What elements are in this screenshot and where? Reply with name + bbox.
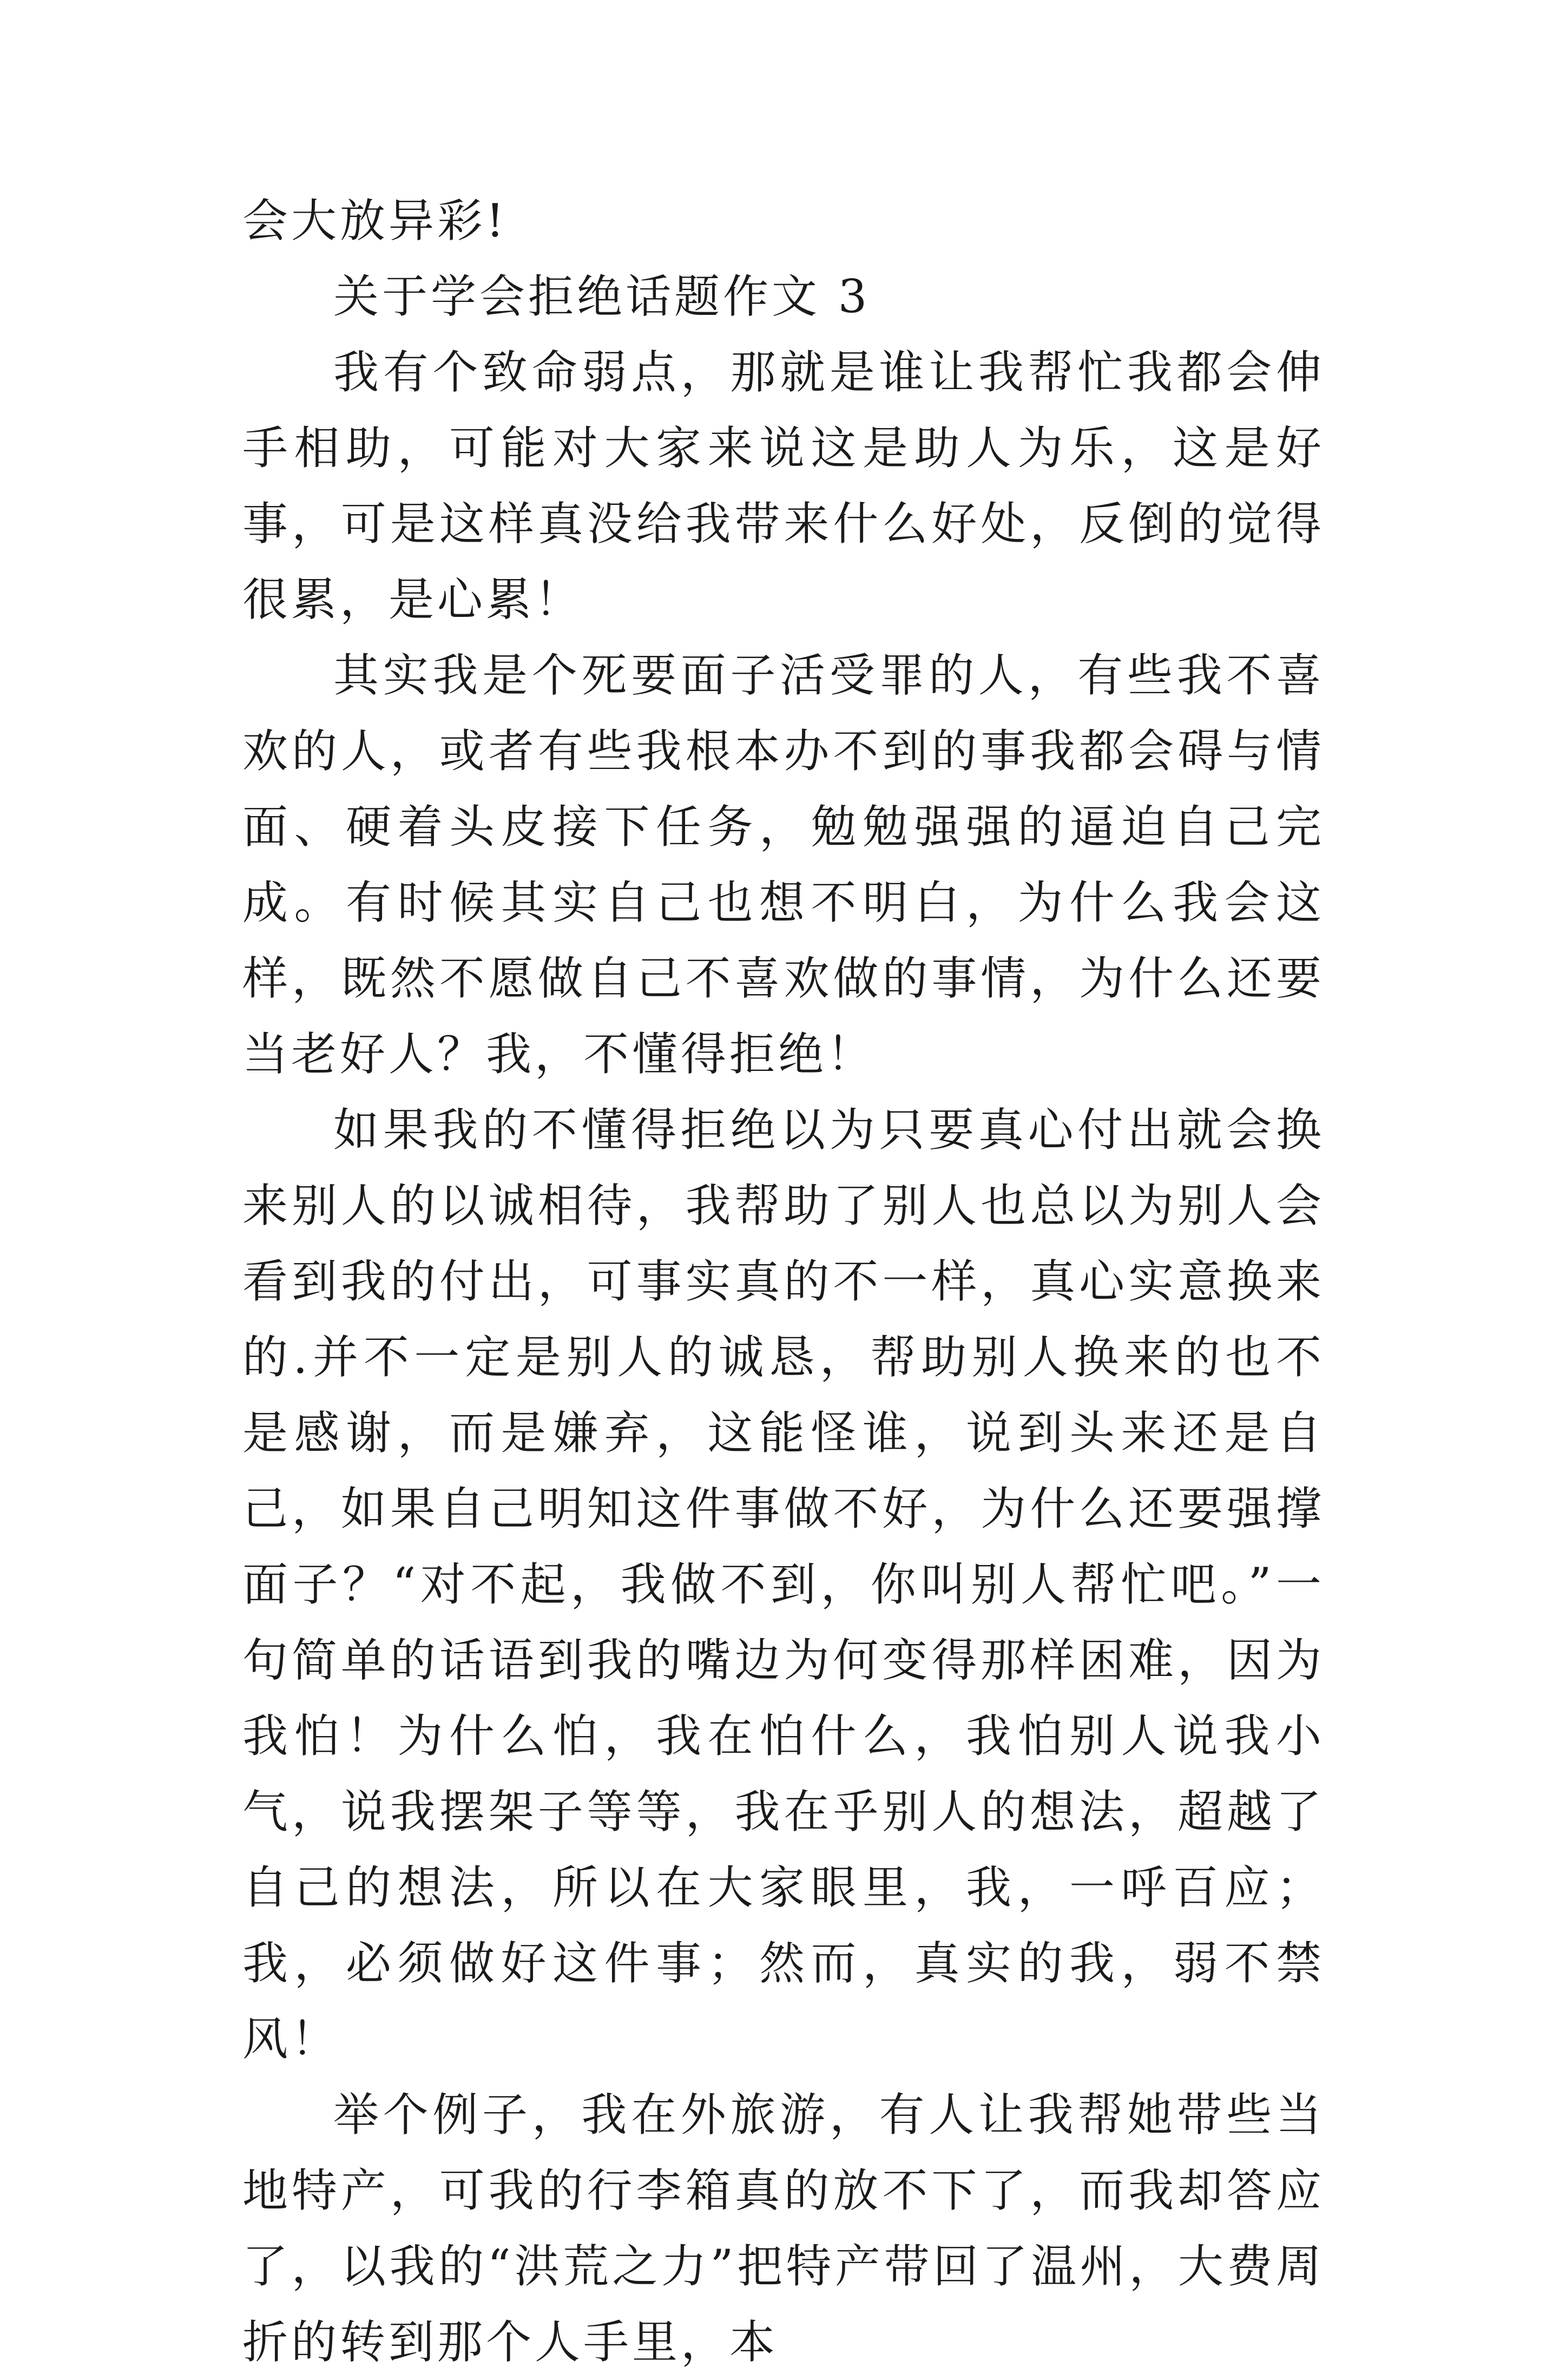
document-body bbox=[242, 183, 1325, 2380]
paragraph-continuation: 会大放异彩! bbox=[242, 194, 508, 247]
paragraph: 其实我是个死要面子活受罪的人，有些我不喜欢的人，或者有些我根本办不到的事我都会碍与情面、硬着头皮接下任务，勉勉强强的逼迫自己完成。有时候其实自己也想不明白，为什么我会这样，既然不愿做自己不喜欢做的事情，为什么还要当老好人？我，不懂得拒绝！ bbox=[242, 649, 1325, 1081]
paragraph: 如果我的不懂得拒绝以为只要真心付出就会换来别人的以诚相待，我帮助了别人也总以为别人会看到我的付出，可事实真的不一样，真心实意换来的.并不一定是别人的诚恳，帮助别人换来的也不是感谢，而是嫌弃，这能怪谁，说到头来还是自己，如果自己明知这件事做不好，为什么还要强撑面子？“对不起，我做不到，你叫别人帮忙吧。”一句简单的话语到我的嘴边为何变得那样困难，因为我怕！为什么怕，我在怕什么，我怕别人说我小气，说我摆架子等等，我在乎别人的想法，超越了自己的想法，所以在大家眼里，我，一呼百应；我，必须做好这件事；然而，真实的我，弱不禁风！ bbox=[242, 1103, 1325, 2066]
paragraph: 举个例子，我在外旅游，有人让我帮她带些当地特产，可我的行李箱真的放不下了，而我却答应了，以我的“洪荒之力”把特产带回了温州，大费周折的转到那个人手里，本 bbox=[242, 2088, 1325, 2369]
section-heading: 关于学会拒绝话题作文 3 bbox=[333, 270, 871, 323]
paragraph: 我有个致命弱点，那就是谁让我帮忙我都会伸手相助，可能对大家来说这是助人为乐，这是好事，可是这样真没给我带来什么好处，反倒的觉得很累，是心累！ bbox=[242, 346, 1325, 626]
